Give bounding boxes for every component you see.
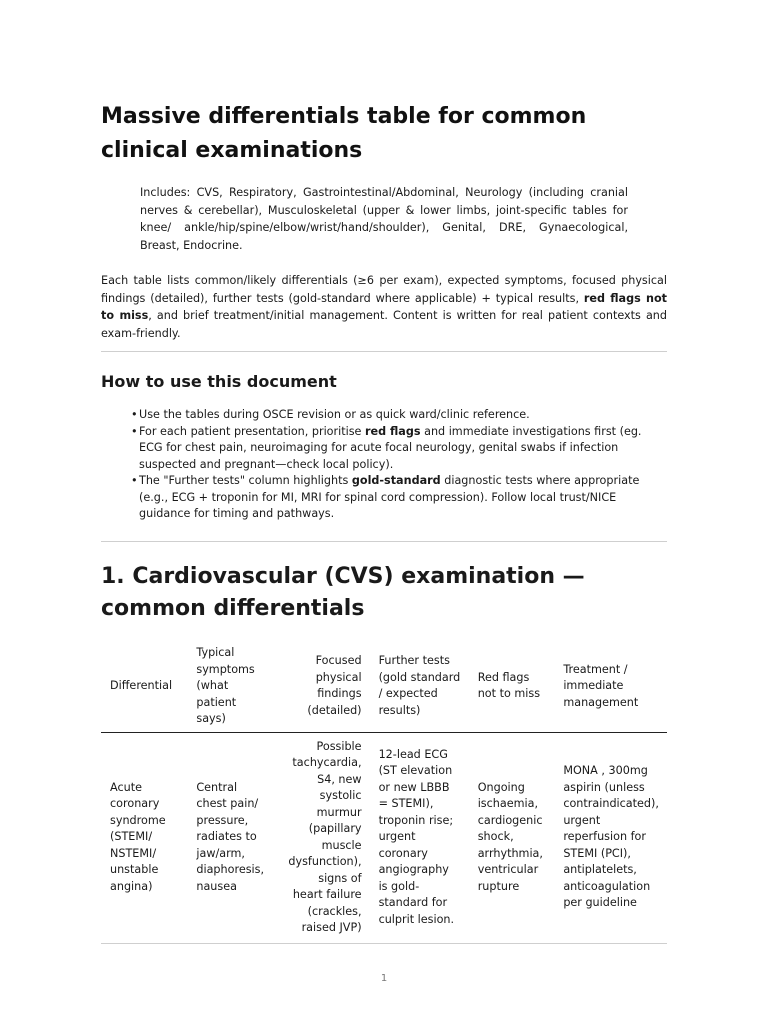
table-cell: Ongoing ischaemia, cardiogenic shock, arrhythmia, ventricular rupture (469, 732, 555, 943)
howto-list-item (131, 407, 667, 424)
column-header: Further tests (gold standard / expected results) (370, 643, 469, 732)
howto-item-bold: gold-standard (351, 474, 441, 487)
column-header: Focused physical findings (detailed) (277, 643, 369, 732)
divider (101, 351, 667, 352)
howto-item-text: diagnostic tests where appropriate (e.g., ECG + troponin for MI, MRI for spinal cord compression). Follow local trust/NICE guidance for timing and pathways. (139, 474, 640, 520)
howto-item-text: and immediate investigations first (eg. ECG for chest pain, neuroimaging for acute focal neurology, genital swabs if infection suspected and pregnant—check local policy). (139, 424, 642, 471)
intro-text: Each table lists common/likely differentials (≥6 per exam), expected symptoms, focused physical findings (detailed), further tests (gold-standard where applicable) + typical results, (101, 274, 667, 305)
differentials-table (101, 643, 667, 944)
intro-text-end: , and brief treatment/initial management. Content is written for real patient contexts and exam-friendly. (101, 309, 667, 340)
bullet-icon: • (131, 408, 138, 421)
intro-paragraph (101, 272, 667, 342)
table-cell: Possible tachycardia, S4, new systolic murmur (papillary muscle dysfunction), signs of heart failure (crackles, raised JVP) (277, 732, 369, 943)
howto-list-item (131, 424, 667, 474)
includes-paragraph: Includes: CVS, Respiratory, Gastrointestinal/Abdominal, Neurology (including cranial nerves & cerebellar), Musculoskeletal (upper & lower limbs, joint-specific tables for knee/ ankle/hip/spine/elbow/wrist/hand/shoulder), Genital, DRE, Gynaecological, Breast, Endocrine. (140, 186, 628, 252)
column-header: Red flags not to miss (469, 643, 555, 732)
divider (101, 541, 667, 542)
intro-bold-text: red flags not to miss (101, 291, 667, 322)
table-cell: Acute coronary syndrome (STEMI/ NSTEMI/ unstable angina) (101, 732, 187, 943)
howto-heading: How to use this document (101, 372, 337, 391)
table-row (101, 732, 667, 943)
howto-item-text: Use the tables during OSCE revision or as quick ward/clinic reference. (139, 408, 530, 421)
howto-section (101, 371, 667, 523)
page-number: 1 (380, 973, 388, 984)
document-title: Massive differentials table for common clinical examinations (101, 104, 587, 163)
table-header-row (101, 643, 667, 732)
section-heading: 1. Cardiovascular (CVS) examination — common differentials (101, 564, 585, 621)
document-page (101, 100, 667, 934)
column-header: Differential (101, 643, 187, 732)
bullet-icon: • (131, 474, 138, 487)
howto-list (101, 407, 667, 523)
table-cell: 12-lead ECG (ST elevation or new LBBB = STEMI), troponin rise; urgent coronary angiography is gold-standard for culprit lesion. (370, 732, 469, 943)
bullet-icon: • (131, 424, 138, 438)
column-header: Typical symptoms (what patient says) (187, 643, 277, 732)
howto-list-item (131, 473, 667, 523)
column-header: Treatment / immediate management (554, 643, 667, 732)
table-cell: Central chest pain/ pressure, radiates to jaw/arm, diaphoresis, nausea (187, 732, 277, 943)
howto-item-text: The "Further tests" column highlights (139, 474, 352, 487)
table-cell: MONA , 300mg aspirin (unless contraindicated), urgent reperfusion for STEMI (PCI), antiplatelets, anticoagulation per guideline (554, 732, 667, 943)
howto-item-bold: red flags (365, 424, 421, 438)
howto-item-text: For each patient presentation, prioritise (139, 424, 365, 438)
